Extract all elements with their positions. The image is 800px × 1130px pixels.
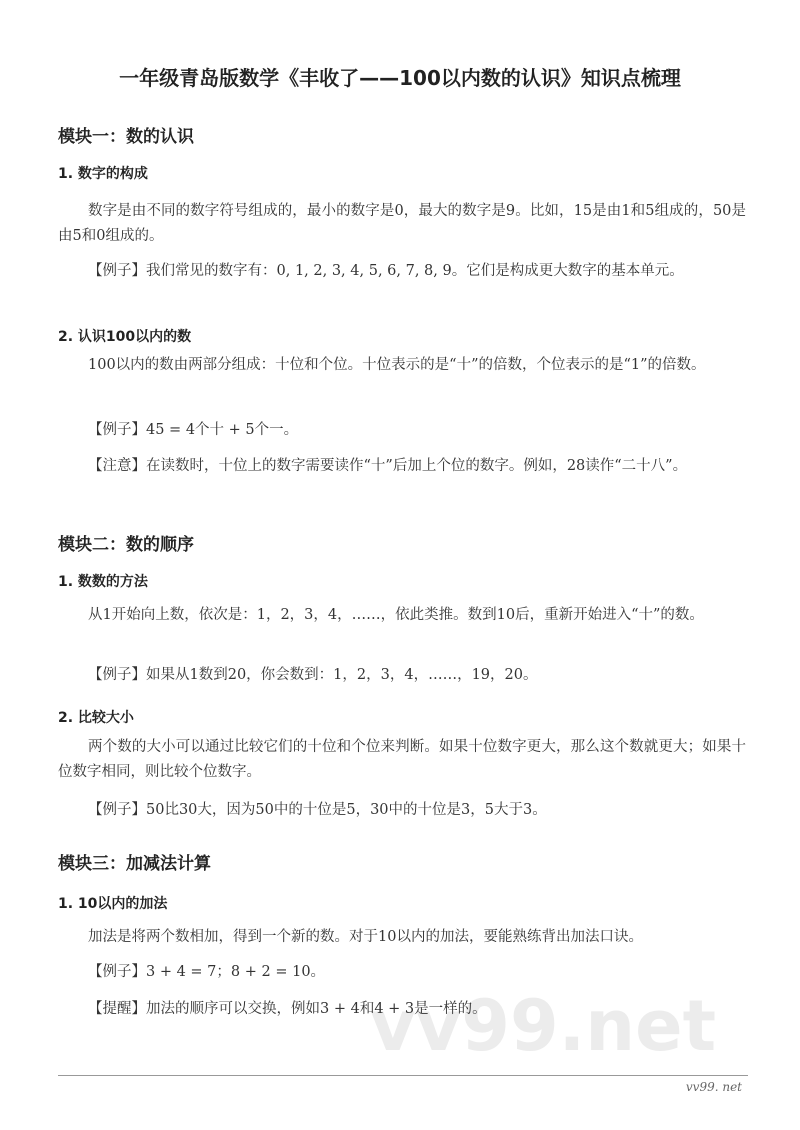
- section-heading: 2. 认识100以内的数: [58, 329, 192, 345]
- module-heading: 模块三：加减法计算: [58, 854, 211, 874]
- paragraph: 数字是由不同的数字符号组成的，最小的数字是0，最大的数字是9。比如，15是由1和5组成的，50是由5和0组成的。: [58, 203, 746, 244]
- footer-text: vv99. net: [685, 1080, 742, 1094]
- page-title: 一年级青岛版数学《丰收了——100以内数的认识》知识点梳理: [119, 66, 681, 90]
- section-heading: 2. 比较大小: [58, 710, 134, 726]
- example-paragraph: 【例子】如果从1数到20，你会数到：1，2，3，4，……，19，20。: [88, 667, 538, 683]
- watermark: vv99.net: [370, 985, 717, 1067]
- note-paragraph: 【注意】在读数时，十位上的数字需要读作“十”后加上个位的数字。例如，28读作“二十八”。: [88, 458, 688, 474]
- section-heading: 1. 数字的构成: [58, 166, 148, 182]
- example-paragraph: 【例子】3 + 4 = 7；8 + 2 = 10。: [88, 964, 326, 980]
- example-paragraph: 【例子】我们常见的数字有：0, 1, 2, 3, 4, 5, 6, 7, 8, 9。它们是构成更大数字的基本单元。: [88, 263, 684, 279]
- example-paragraph: 【例子】50比30大，因为50中的十位是5，30中的十位是3，5大于3。: [88, 802, 547, 818]
- paragraph: 加法是将两个数相加，得到一个新的数。对于10以内的加法，要能熟练背出加法口诀。: [88, 929, 643, 945]
- paragraph: 从1开始向上数，依次是：1，2，3，4，……，依此类推。数到10后，重新开始进入“十”的数。: [88, 607, 704, 623]
- paragraph: 两个数的大小可以通过比较它们的十位和个位来判断。如果十位数字更大，那么这个数就更大；如果十位数字相同，则比较个位数字。: [58, 739, 746, 780]
- paragraph: 100以内的数由两部分组成：十位和个位。十位表示的是“十”的倍数，个位表示的是“1”的倍数。: [88, 357, 706, 373]
- section-heading: 1. 数数的方法: [58, 574, 148, 590]
- example-paragraph: 【例子】45 = 4个十 + 5个一。: [88, 422, 299, 438]
- module-heading: 模块二：数的顺序: [58, 535, 194, 555]
- section-heading: 1. 10以内的加法: [58, 896, 168, 912]
- module-heading: 模块一：数的认识: [58, 127, 194, 147]
- footer-divider: [58, 1075, 748, 1076]
- tip-paragraph: 【提醒】加法的顺序可以交换，例如3 + 4和4 + 3是一样的。: [88, 1001, 487, 1017]
